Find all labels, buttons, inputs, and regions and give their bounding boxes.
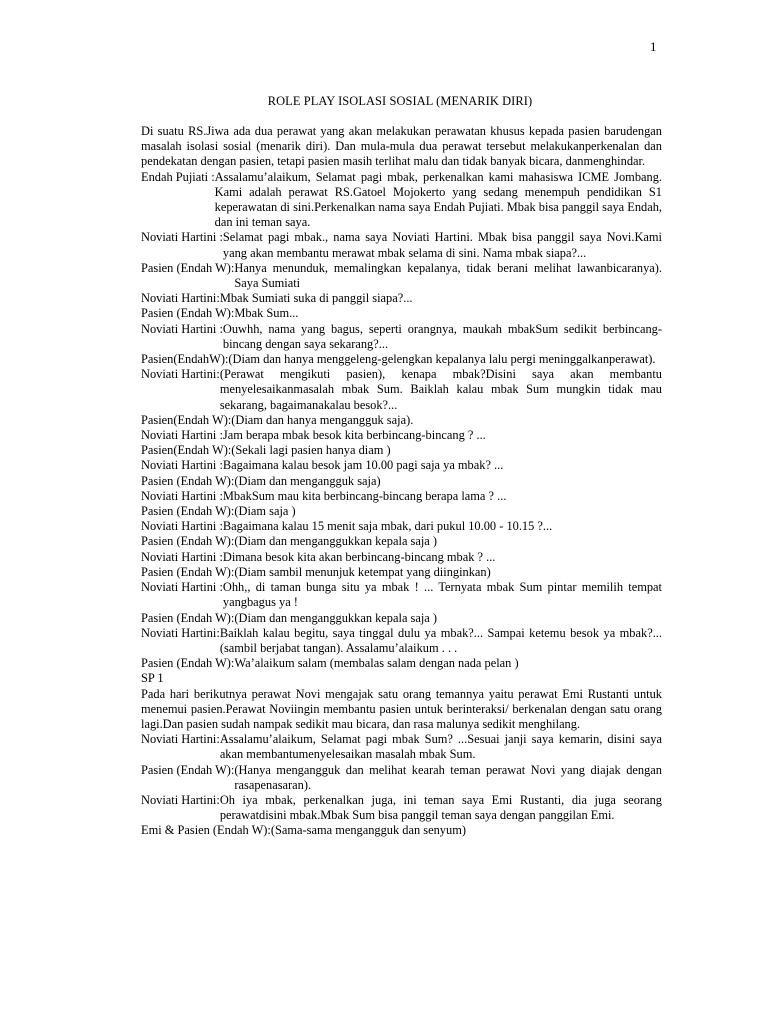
dialogue-line xyxy=(141,352,662,367)
speaker-label: Noviati Hartini : xyxy=(141,428,223,443)
speaker-label: Pasien (Endah W): xyxy=(141,762,235,777)
speaker-label: Noviati Hartini: xyxy=(141,367,220,382)
dialogue-text: (Diam dan hanya menggeleng-gelengkan kepalanya lalu pergi meninggalkanperawat). xyxy=(228,352,656,367)
dialogue-text: Bagaimana kalau 15 menit saja mbak, dari pukul 10.00 - 10.15 ?... xyxy=(222,519,553,534)
dialogue-line xyxy=(141,519,662,534)
dialogue-line xyxy=(141,230,662,260)
speaker-label: Noviati Hartini : xyxy=(141,230,223,245)
dialogue-text: Ouwhh, nama yang bagus, seperti orangnya, maukah mbakSum sedikit berbincang-bincang dengan saya sekarang?... xyxy=(222,321,662,351)
page-number: 1 xyxy=(650,39,657,54)
speaker-label: Noviati Hartini : xyxy=(141,519,223,534)
dialogue-line xyxy=(141,170,662,231)
speaker-label: Pasien (Endah W): xyxy=(141,656,235,671)
speaker-label: Endah Pujiati : xyxy=(141,169,215,184)
dialogue-line xyxy=(141,732,662,762)
dialogue-text: Wa’alaikum salam (membalas salam dengan nada pelan ) xyxy=(234,656,519,671)
dialogue-text: (Hanya mengangguk dan melihat kearah teman perawat Novi yang diajak dengan rasapenasaran). xyxy=(234,762,662,792)
sp-intro-paragraph: Pada hari berikutnya perawat Novi mengajak satu orang temannya yaitu perawat Emi Rustanti untuk menemui pasien.Perawat Noviingin membantu pasien untuk berinteraksi/ berkenalan dengan satu orang lagi.Dan pasien sudah nampak sedikit mau bicara, dan rasa malunya sedikit menghilang. xyxy=(141,686,662,731)
dialogue-line xyxy=(141,534,662,549)
dialogue-line xyxy=(141,443,662,458)
speaker-label: Pasien(EndahW): xyxy=(141,352,229,367)
dialogue-text: (Sekali lagi pasien hanya diam ) xyxy=(231,443,391,458)
speaker-label: Pasien (Endah W): xyxy=(141,306,235,321)
dialogue-text: (Diam dan hanya mengangguk saja). xyxy=(231,412,414,427)
dialogue-line xyxy=(141,291,662,306)
dialogue-text: (Sama-sama mengangguk dan senyum) xyxy=(270,823,466,838)
dialogue-line xyxy=(141,793,662,823)
dialogue-text: (Diam dan menganggukkan kepala saja ) xyxy=(234,534,438,549)
dialogue-line xyxy=(141,428,662,443)
speaker-label: Noviati Hartini: xyxy=(141,625,220,640)
dialogue-text: (Diam sambil menunjuk ketempat yang diinginkan) xyxy=(234,564,491,579)
dialogue-text: Bagaimana kalau besok jam 10.00 pagi saja ya mbak? ... xyxy=(222,458,504,473)
dialogue-line xyxy=(141,474,662,489)
dialogue-text: Baiklah kalau begitu, saya tinggal dulu ya mbak?... Sampai ketemu besok ya mbak?...(sambil berjabat tangan). Assalamu’alaikum . . . xyxy=(219,625,662,655)
dialogue-text: (Diam saja ) xyxy=(234,504,296,519)
speaker-label: Pasien (Endah W): xyxy=(141,473,235,488)
dialogue-text: Hanya menunduk, memalingkan kepalanya, tidak berani melihat lawanbicaranya). Saya Sumiati xyxy=(234,260,662,291)
speaker-label: Noviati Hartini: xyxy=(141,291,220,306)
dialogue-line xyxy=(141,656,662,671)
speaker-label: Noviati Hartini : xyxy=(141,458,223,473)
dialogue-text: Assalamu’alaikum, Selamat pagi mbak, perkenalkan kami mahasiswa ICME Jombang. Kami adalah perawat RS.Gatoel Mojokerto yang sedang menempuh pendidikan S1 keperawatan di sini.Perkenalkan nama saya Endah Pujiati. Mbak bisa panggil saya Endah, dan ini teman saya. xyxy=(214,169,662,230)
speaker-label: Pasien (Endah W): xyxy=(141,564,235,579)
dialogue-text: Mbak Sum... xyxy=(234,306,299,321)
speaker-label: Pasien (Endah W): xyxy=(141,260,235,275)
intro-paragraph: Di suatu RS.Jiwa ada dua perawat yang akan melakukan perawatan khusus kepada pasien barudengan masalah isolasi sosial (menarik diri). Dan mula-mula dua perawat tersebut melakukanperkenalan dan pendekatan dengan pasien, tetapi pasien masih terlihat malu dan tidak banyak bicara, danmenghindar. xyxy=(141,124,662,169)
speaker-label: Emi & Pasien (Endah W): xyxy=(141,823,271,838)
speaker-label: Noviati Hartini: xyxy=(141,792,220,807)
dialogue-line xyxy=(141,458,662,473)
dialogue-text: Selamat pagi mbak., nama saya Noviati Hartini. Mbak bisa panggil saya Novi.Kami yang akan membantu merawat mbak selama di sini. Nama mbak siapa?... xyxy=(222,230,662,260)
sp-heading: SP 1 xyxy=(141,671,164,686)
speaker-label: Noviati Hartini : xyxy=(141,321,223,336)
speaker-label: Pasien (Endah W): xyxy=(141,534,235,549)
dialogue-line xyxy=(141,322,662,352)
dialogue-line xyxy=(141,580,662,610)
dialogue-line xyxy=(141,626,662,656)
dialogue-text: Oh iya mbak, perkenalkan juga, ini teman saya Emi Rustanti, dia juga seorang perawatdisini mbak.Mbak Sum bisa panggil teman saya dengan panggilan Emi. xyxy=(219,792,662,823)
speaker-label: Noviati Hartini : xyxy=(141,580,223,595)
document-title: ROLE PLAY ISOLASI SOSIAL (MENARIK DIRI) xyxy=(267,94,533,108)
speaker-label: Noviati Hartini: xyxy=(141,732,220,747)
speaker-label: Noviati Hartini : xyxy=(141,488,223,503)
dialogue-text: Ohh,, di taman bunga situ ya mbak ! ... Ternyata mbak Sum pintar memilih tempat yangbagus ya ! xyxy=(222,580,662,610)
dialogue-text: (Diam dan mengangguk saja) xyxy=(234,473,381,488)
dialogue-text: MbakSum mau kita berbincang-bincang berapa lama ? ... xyxy=(222,488,507,503)
dialogue-line xyxy=(141,823,662,838)
dialogue-text: Assalamu’alaikum, Selamat pagi mbak Sum? ...Sesuai janji saya kemarin, disini saya akan membantumenyelesaikan masalah mbak Sum. xyxy=(219,732,662,762)
speaker-label: Noviati Hartini : xyxy=(141,549,223,564)
speaker-label: Pasien (Endah W): xyxy=(141,504,235,519)
dialogue-text: Dimana besok kita akan berbincang-bincang mbak ? ... xyxy=(222,549,496,564)
dialogue-line xyxy=(141,367,662,413)
dialogue-line xyxy=(141,611,662,626)
speaker-label: Pasien(Endah W): xyxy=(141,443,232,458)
dialogue-text: Jam berapa mbak besok kita berbincang-bincang ? ... xyxy=(222,428,486,443)
dialogue-line xyxy=(141,413,662,428)
dialogue-line xyxy=(141,763,662,793)
speaker-label: Pasien (Endah W): xyxy=(141,610,235,625)
document-body xyxy=(141,124,662,839)
dialogue-line xyxy=(141,489,662,504)
dialogue-block xyxy=(141,170,662,672)
dialogue-text: (Diam dan menganggukkan kepala saja ) xyxy=(234,610,438,625)
dialogue-line xyxy=(141,261,662,291)
dialogue-line xyxy=(141,306,662,321)
dialogue-line xyxy=(141,550,662,565)
dialogue-line xyxy=(141,565,662,580)
dialogue-text: (Perawat mengikuti pasien), kenapa mbak?Disini saya akan membantu menyelesaikanmasalah mbak Sum. Baiklah kalau mbak Sum mungkin tidak mau sekarang, bagaimanakalau besok?... xyxy=(219,367,662,412)
dialogue-block-2 xyxy=(141,732,662,838)
dialogue-text: Mbak Sumiati suka di panggil siapa?... xyxy=(219,291,413,306)
dialogue-line xyxy=(141,504,662,519)
speaker-label: Pasien(Endah W): xyxy=(141,412,232,427)
